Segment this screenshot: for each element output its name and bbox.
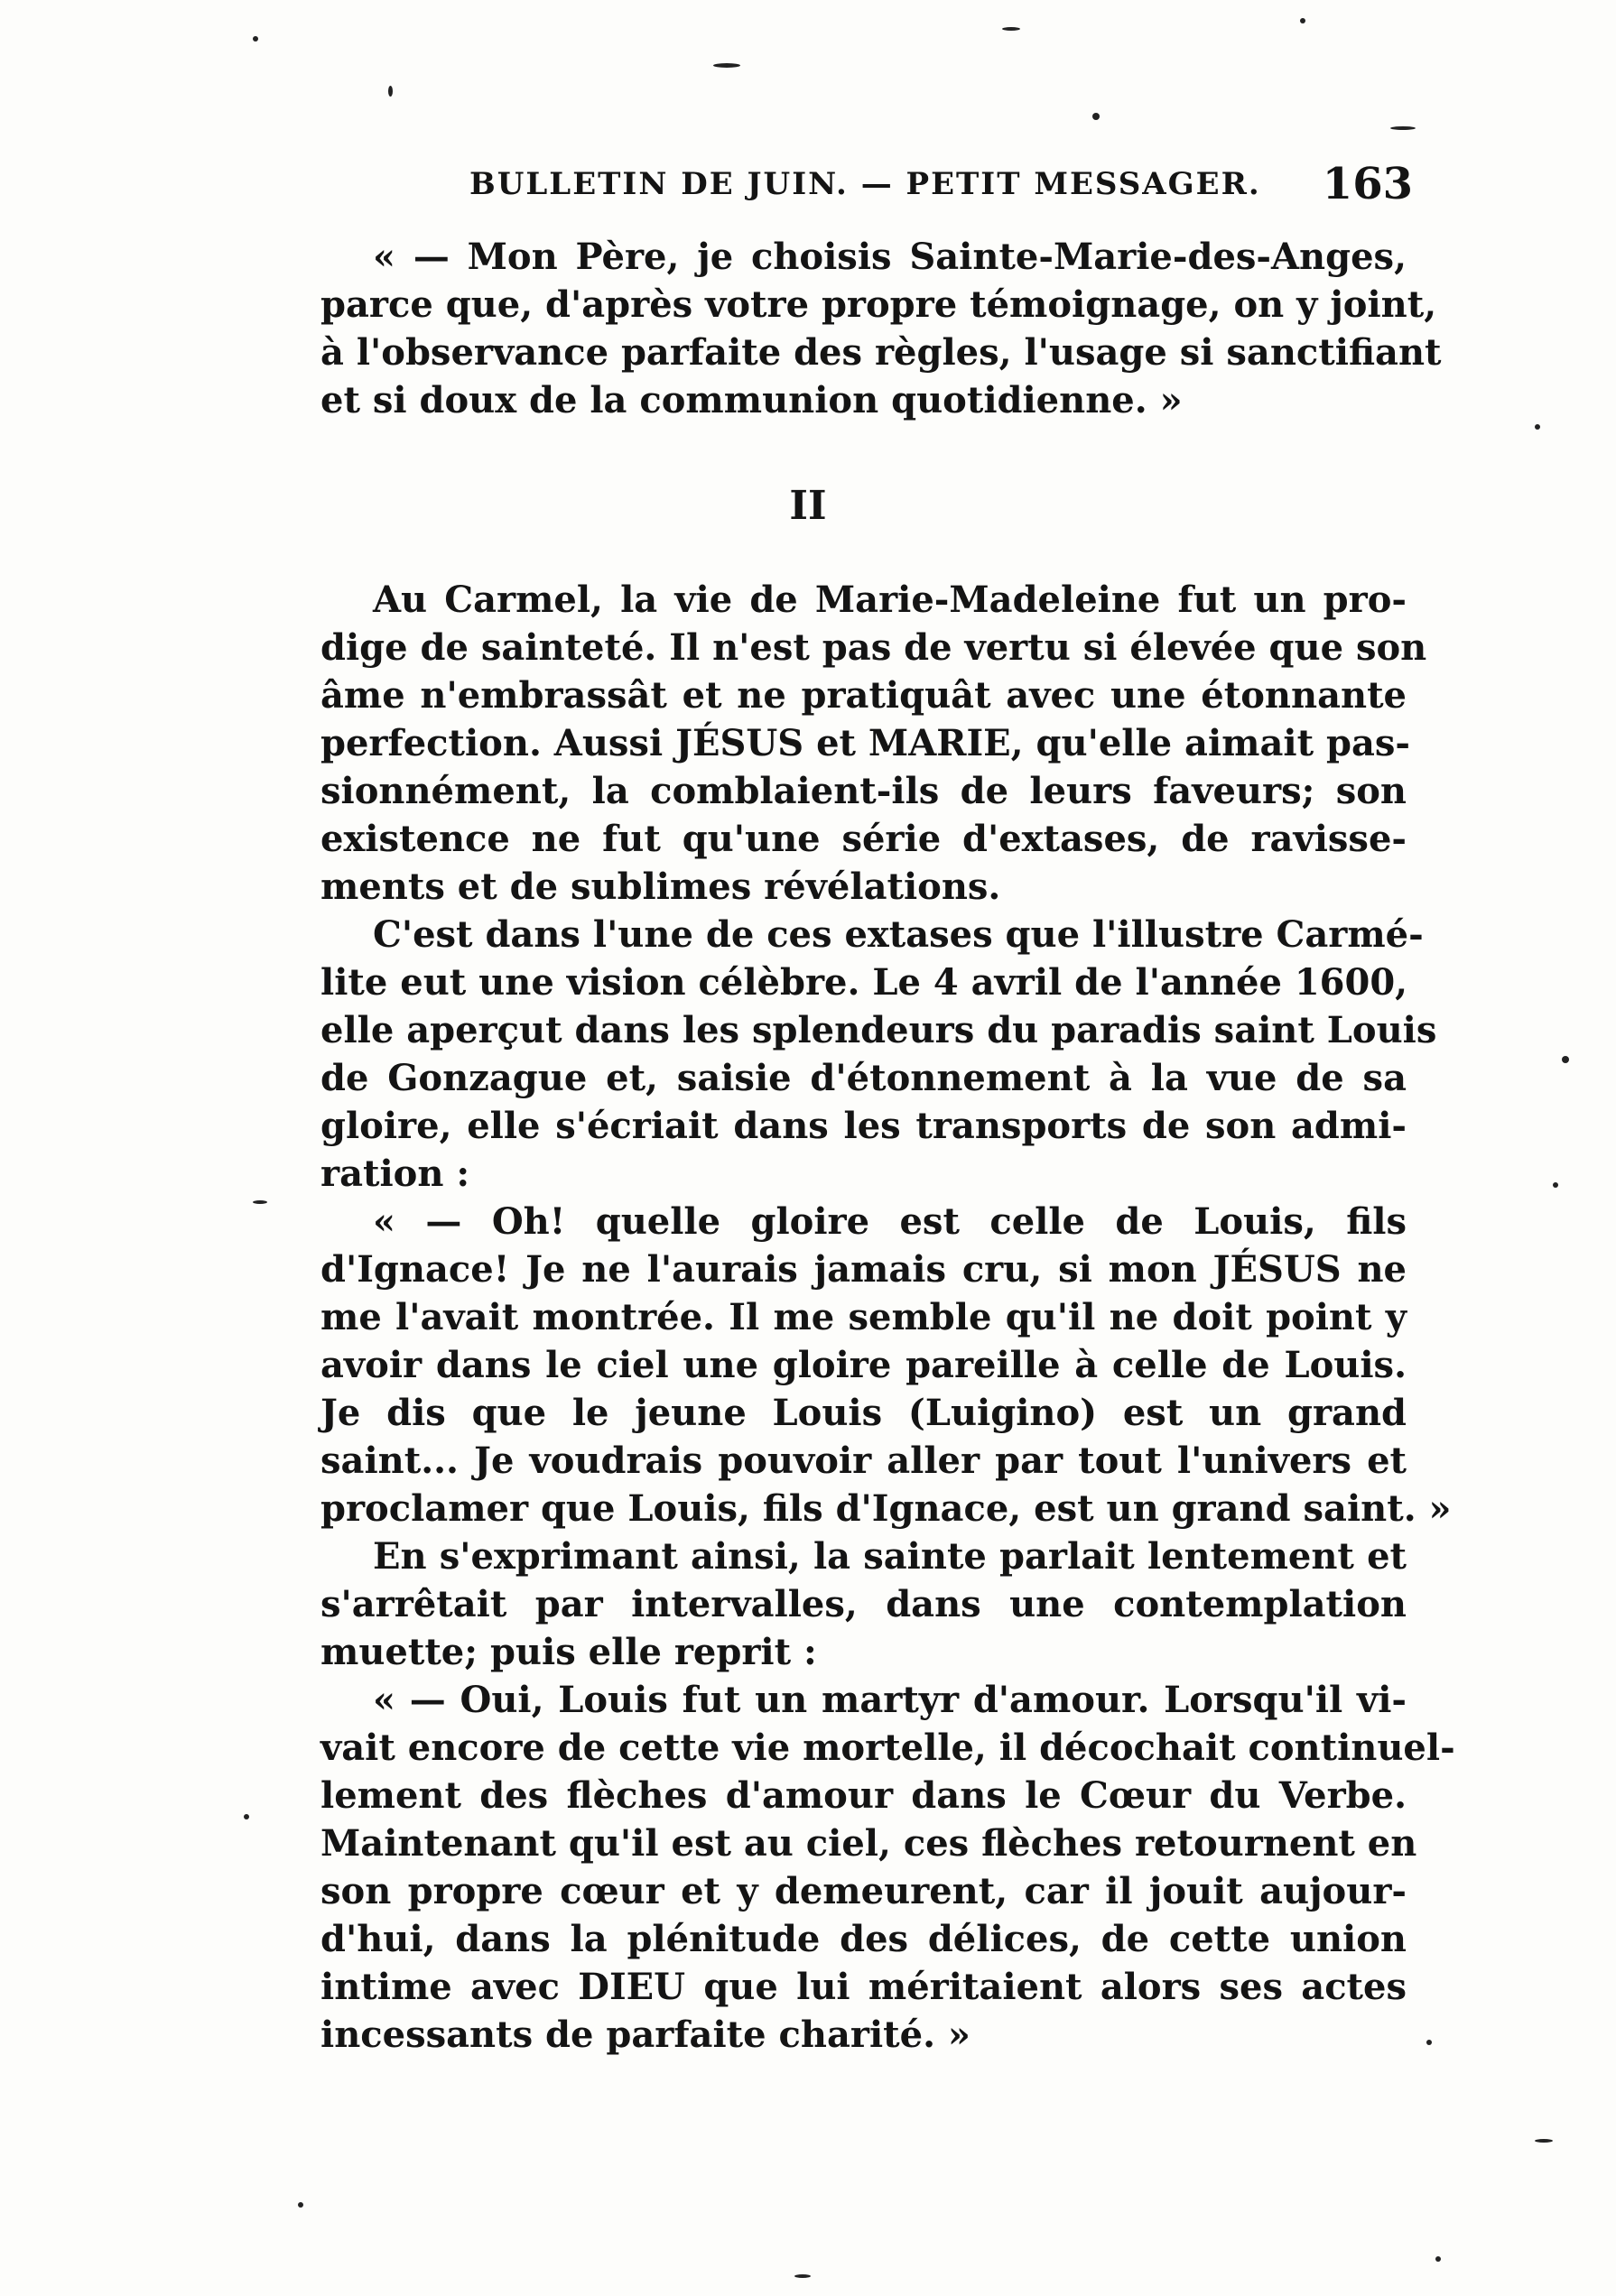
- text-line: Maintenant qu'il est au ciel, ces flèches retournent en: [320, 1822, 1417, 1865]
- scan-speck: [713, 63, 740, 68]
- text-line: perfection. Aussi JÉSUS et MARIE, qu'elle aimait pas-: [320, 722, 1410, 764]
- section-numeral: II: [789, 483, 827, 529]
- scan-speck: [1553, 1182, 1558, 1188]
- text-line: Je dis que le jeune Louis (Luigino) est un grand: [320, 1392, 1407, 1434]
- text-line: existence ne fut qu'une série d'extases, de ravisse-: [320, 818, 1407, 860]
- text-line: incessants de parfaite charité. »: [320, 2014, 971, 2056]
- text-line: me l'avait montrée. Il me semble qu'il ne doit point y: [320, 1296, 1407, 1338]
- text-line: saint... Je voudrais pouvoir aller par tout l'univers et: [320, 1440, 1407, 1482]
- paragraph-1: [320, 233, 1442, 424]
- text-line: lement des flèches d'amour dans le Cœur du Verbe.: [320, 1774, 1407, 1817]
- text-line: vait encore de cette vie mortelle, il décochait continuel-: [320, 1727, 1455, 1769]
- text-line: dige de sainteté. Il n'est pas de vertu si élevée que son: [320, 626, 1427, 669]
- scan-speck: [1535, 2139, 1553, 2143]
- text-line: avoir dans le ciel une gloire pareille à celle de Louis.: [320, 1344, 1407, 1386]
- scan-speck: [1426, 2040, 1432, 2045]
- scan-speck: [253, 36, 258, 42]
- text-line: d'hui, dans la plénitude des délices, de cette union: [320, 1918, 1407, 1960]
- scan-speck: [1300, 18, 1305, 23]
- text-line: ments et de sublimes révélations.: [320, 866, 1001, 908]
- scan-speck: [794, 2274, 811, 2278]
- scan-speck: [1562, 1056, 1569, 1063]
- text-line: « — Oh! quelle gloire est celle de Louis, fils: [373, 1200, 1407, 1243]
- text-line: de Gonzague et, saisie d'étonnement à la vue de sa: [320, 1057, 1407, 1099]
- paragraph-3: [320, 911, 1437, 1198]
- scan-speck: [1002, 27, 1020, 31]
- scan-speck: [1390, 126, 1416, 130]
- text-line: « — Oui, Louis fut un martyr d'amour. Lorsqu'il vi-: [373, 1679, 1407, 1721]
- scan-speck: [1092, 113, 1100, 120]
- text-line: s'arrêtait par intervalles, dans une contemplation: [320, 1583, 1407, 1625]
- text-line: En s'exprimant ainsi, la sainte parlait lentement et: [373, 1535, 1407, 1578]
- scan-speck: [253, 1200, 267, 1204]
- text-line: Au Carmel, la vie de Marie-Madeleine fut un pro-: [373, 579, 1407, 621]
- paragraph-6: [320, 1676, 1455, 2059]
- page-number: 163: [1322, 159, 1413, 209]
- text-line: son propre cœur et y demeurent, car il jouit aujour-: [320, 1870, 1407, 1912]
- scan-speck: [1535, 424, 1540, 430]
- text-line: parce que, d'après votre propre témoignage, on y joint,: [320, 283, 1437, 326]
- scan-speck: [298, 2202, 303, 2208]
- text-line: lite eut une vision célèbre. Le 4 avril de l'année 1600,: [320, 961, 1408, 1004]
- text-line: proclamer que Louis, fils d'Ignace, est un grand saint. »: [320, 1487, 1452, 1530]
- paragraph-2: [320, 576, 1427, 911]
- running-title: BULLETIN DE JUIN. — PETIT MESSAGER.: [469, 166, 1261, 202]
- text-line: d'Ignace! Je ne l'aurais jamais cru, si mon JÉSUS ne: [320, 1248, 1407, 1291]
- scan-speck: [388, 86, 393, 97]
- text-line: à l'observance parfaite des règles, l'usage si sanctifiant: [320, 331, 1442, 374]
- text-line: intime avec DIEU que lui méritaient alors ses actes: [320, 1966, 1407, 2008]
- text-line: âme n'embrassât et ne pratiquât avec une étonnante: [320, 674, 1407, 717]
- running-head: [469, 159, 1413, 213]
- text-line: « — Mon Père, je choisis Sainte-Marie-des-Anges,: [373, 236, 1407, 278]
- text-line: C'est dans l'une de ces extases que l'illustre Carmé-: [373, 913, 1424, 956]
- text-line: et si doux de la communion quotidienne. »: [320, 379, 1183, 421]
- text-line: elle aperçut dans les splendeurs du paradis saint Louis: [320, 1009, 1437, 1051]
- text-line: sionnément, la comblaient-ils de leurs faveurs; son: [320, 770, 1407, 812]
- paragraph-4: [320, 1198, 1452, 1532]
- text-line: gloire, elle s'écriait dans les transports de son admi-: [320, 1105, 1407, 1147]
- paragraph-5: [320, 1532, 1407, 1676]
- text-line: muette; puis elle reprit :: [320, 1631, 817, 1673]
- text-line: ration :: [320, 1153, 470, 1195]
- scan-speck: [1435, 2256, 1441, 2262]
- scan-speck: [244, 1814, 249, 1819]
